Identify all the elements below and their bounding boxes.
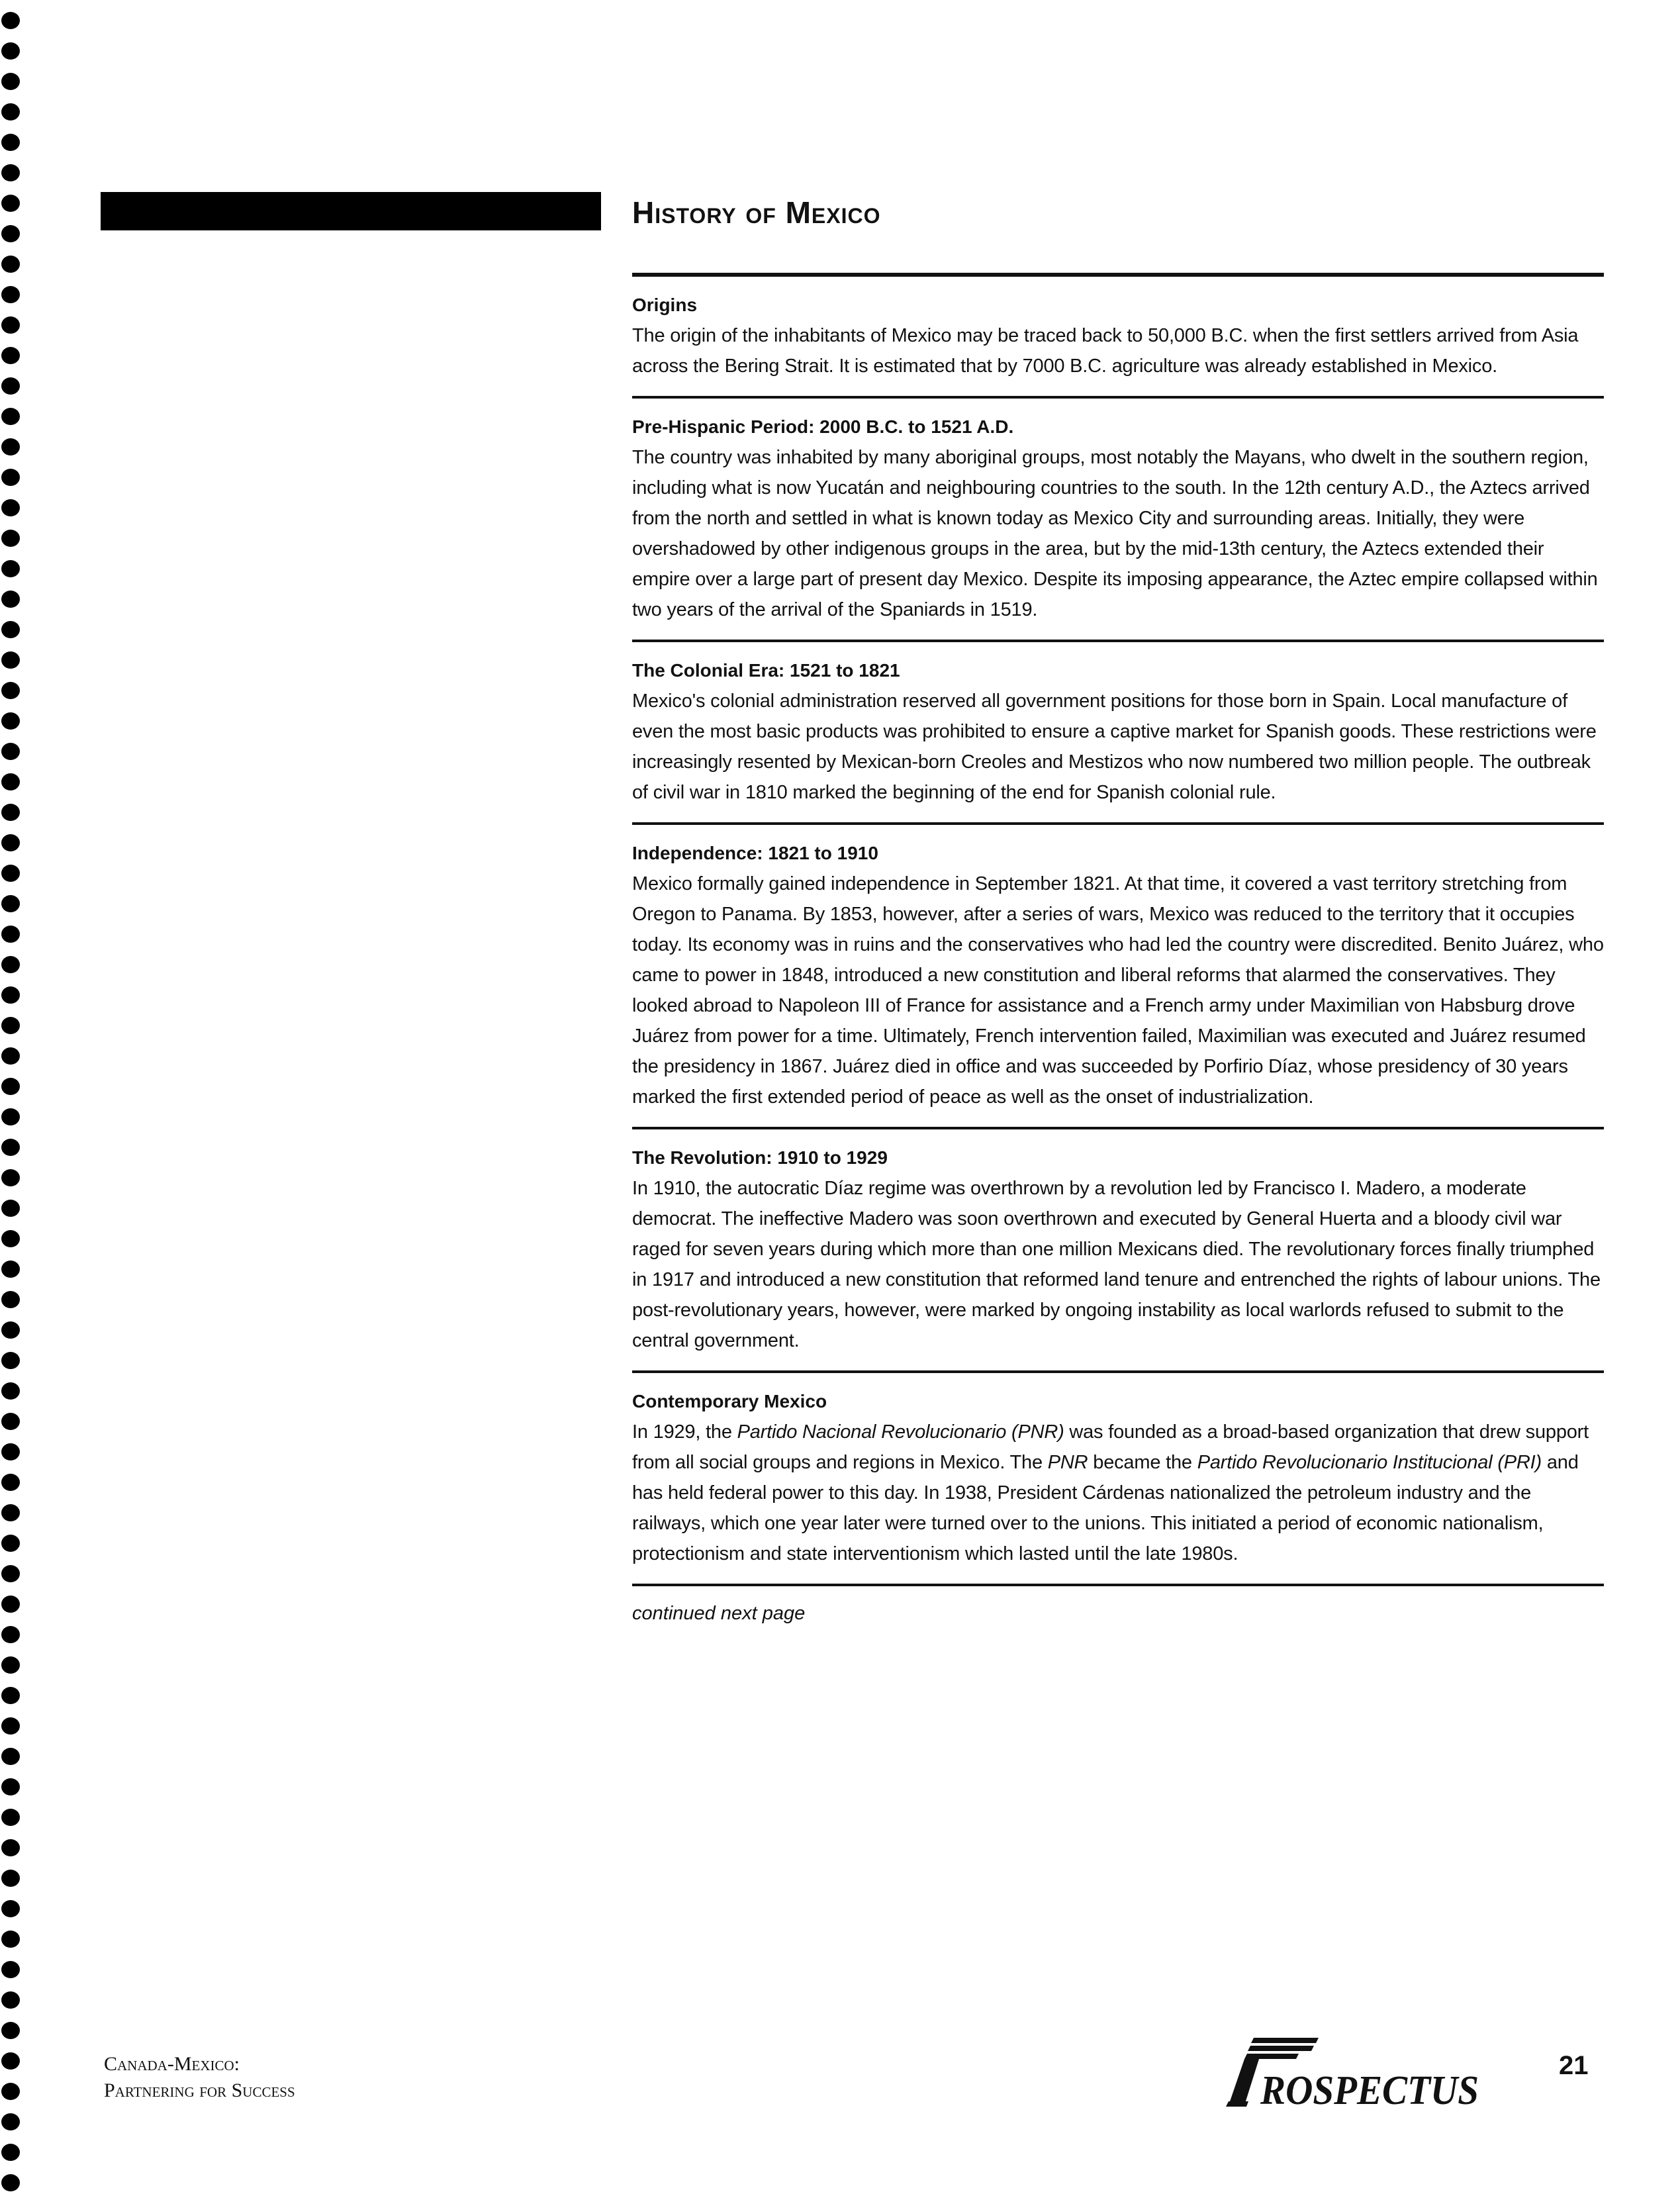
binding-ring — [1, 1565, 20, 1582]
binding-ring — [1, 1596, 20, 1613]
prospectus-logo — [1219, 2032, 1491, 2112]
binding-ring — [1, 1078, 20, 1095]
section-heading: The Colonial Era: 1521 to 1821 — [632, 660, 900, 681]
binding-ring — [1, 1717, 20, 1735]
binding-ring — [1, 1352, 20, 1369]
binding-ring — [1, 712, 20, 730]
section-body: The country was inhabited by many aboriginal groups, most notably the Mayans, who dwelt in the southern region, including what is now Yucatán and neighbouring countries to the south. In the 12th century A.D., the Aztecs arrived from the north and settled in what is known today as Mexico City and surrounding areas. Initially, they were overshadowed by other indigenous groups in the area, but by the mid-13th century, the Aztecs extended their empire over a large part of present day Mexico. Despite its imposing appearance, the Aztec empire collapsed within two years of the arrival of the Spaniards in 1519. — [632, 447, 1598, 620]
binding-ring — [1, 1382, 20, 1400]
binding-ring — [1, 1687, 20, 1704]
body-text: became the — [1088, 1452, 1197, 1473]
binding-ring — [1, 1321, 20, 1339]
section-body: Mexico's colonial administration reserved all government positions for those born in Spain. Local manufacture of even the most basic products was prohibited to ensure a captive market for Spanish goods. These restrictions were increasingly resented by Mexican-born Creoles and Mestizos who now numbered two million people. The outbreak of civil war in 1810 marked the beginning of the end for Spanish colonial rule. — [632, 691, 1597, 803]
binding-ring — [1, 1900, 20, 1917]
binding-ring — [1, 956, 20, 973]
section-body: In 1910, the autocratic Díaz regime was overthrown by a revolution led by Francisco I. Madero, a moderate democrat. The ineffective Madero was soon overthrown and executed by General Huerta and a bloody civil war raged for seven years during which more than one million Mexicans died. The revolutionary forces finally triumphed in 1917 and introduced a new constitution that reformed land tenure and entrenched the rights of labour unions. The post-revolutionary years, however, were marked by ongoing instability as local warlords refused to submit to the central government. — [632, 1178, 1601, 1351]
binding-ring — [1, 1261, 20, 1278]
binding-ring — [1, 1961, 20, 1978]
binding-ring — [1, 1991, 20, 2009]
binding-ring — [1, 1504, 20, 1521]
binding-ring — [1, 286, 20, 303]
binding-ring — [1, 1870, 20, 1887]
binding-ring — [1, 682, 20, 699]
binding-ring — [1, 469, 20, 486]
spiral-binding — [0, 0, 26, 2196]
binding-ring — [1, 1108, 20, 1125]
binding-ring — [1, 1017, 20, 1034]
binding-ring — [1, 804, 20, 821]
party-abbr: PNR — [1047, 1452, 1088, 1473]
binding-ring — [1, 1535, 20, 1552]
binding-ring — [1, 591, 20, 608]
binding-ring — [1, 1200, 20, 1217]
binding-ring — [1, 743, 20, 760]
binding-ring — [1, 2174, 20, 2191]
footer-publication — [104, 2051, 295, 2104]
binding-ring — [1, 621, 20, 638]
section-independence — [632, 822, 1604, 1127]
section-heading: The Revolution: 1910 to 1929 — [632, 1147, 888, 1168]
body-text: In 1929, the — [632, 1421, 737, 1443]
section-heading: Contemporary Mexico — [632, 1391, 827, 1411]
body-text: and has held federal power to this day. In 1938, President Cárdenas nationalized the petroleum industry and the railways, which one year later were turned over to the unions. This initiated a period of economic nationalism, protectionism and state interventionism which lasted until the late 1980s. — [632, 1452, 1579, 1564]
binding-ring — [1, 2052, 20, 2070]
section-colonial-era — [632, 640, 1604, 822]
binding-ring — [1, 986, 20, 1004]
section-heading: Origins — [632, 295, 698, 315]
continued-divider — [632, 1584, 1604, 1629]
section-revolution — [632, 1127, 1604, 1370]
binding-ring — [1, 1656, 20, 1674]
binding-ring — [1, 195, 20, 212]
binding-ring — [1, 347, 20, 364]
binding-ring — [1, 773, 20, 790]
binding-ring — [1, 438, 20, 455]
binding-ring — [1, 1748, 20, 1765]
footer-line-1: Canada-Mexico: — [104, 2053, 240, 2075]
section-heading: Pre-Hispanic Period: 2000 B.C. to 1521 A.D. — [632, 416, 1014, 437]
binding-ring — [1, 560, 20, 577]
binding-ring — [1, 1809, 20, 1826]
binding-ring — [1, 1931, 20, 1948]
section-body — [632, 1417, 1604, 1569]
binding-ring — [1, 2022, 20, 2039]
binding-ring — [1, 834, 20, 851]
page-number: 21 — [1559, 2051, 1589, 2080]
binding-ring — [1, 377, 20, 395]
binding-ring — [1, 1230, 20, 1247]
binding-ring — [1, 1839, 20, 1856]
binding-ring — [1, 2083, 20, 2100]
binding-ring — [1, 2113, 20, 2130]
binding-ring — [1, 1443, 20, 1460]
binding-ring — [1, 1626, 20, 1643]
section-heading: Independence: 1821 to 1910 — [632, 843, 878, 863]
section-origins — [632, 273, 1604, 396]
binding-ring — [1, 316, 20, 334]
binding-ring — [1, 865, 20, 882]
svg-text:ROSPECTUS: ROSPECTUS — [1260, 2068, 1479, 2112]
header-bar — [101, 192, 601, 230]
binding-ring — [1, 225, 20, 242]
binding-ring — [1, 2144, 20, 2161]
binding-ring — [1, 926, 20, 943]
binding-ring — [1, 1474, 20, 1491]
section-pre-hispanic — [632, 396, 1604, 640]
binding-ring — [1, 895, 20, 912]
binding-ring — [1, 1169, 20, 1186]
section-body: Mexico formally gained independence in September 1821. At that time, it covered a vast territory stretching from Oregon to Panama. By 1853, however, after a series of wars, Mexico was reduced to the territory that it occupies today. Its economy was in ruins and the conservatives who had led the country were discredited. Benito Juárez, who came to power in 1848, introduced a new constitution and liberal reforms that alarmed the conservatives. They looked abroad to Napoleon III of France for assistance and a French army under Maximilian von Habsburg drove Juárez from power for a time. Ultimately, French intervention failed, Maximilian was executed and Juárez resumed the presidency in 1867. Juárez died in office and was succeeded by Porfirio Díaz, whose presidency of 30 years marked the first extended period of peace as well as the onset of industrialization. — [632, 873, 1604, 1108]
binding-ring — [1, 134, 20, 151]
footer-line-2: Partnering for Success — [104, 2079, 295, 2101]
binding-ring — [1, 1413, 20, 1430]
section-body: The origin of the inhabitants of Mexico may be traced back to 50,000 B.C. when the first settlers arrived from Asia across the Bering Strait. It is estimated that by 7000 B.C. agriculture was already established in Mexico. — [632, 325, 1579, 377]
continued-note: continued next page — [632, 1603, 806, 1624]
party-name: Partido Revolucionario Institucional (PRI) — [1197, 1452, 1542, 1473]
binding-ring — [1, 499, 20, 516]
binding-ring — [1, 256, 20, 273]
party-name: Partido Nacional Revolucionario (PNR) — [737, 1421, 1064, 1443]
binding-ring — [1, 651, 20, 669]
binding-ring — [1, 1047, 20, 1065]
binding-ring — [1, 12, 20, 29]
binding-ring — [1, 1139, 20, 1156]
binding-ring — [1, 73, 20, 90]
binding-ring — [1, 1291, 20, 1308]
binding-ring — [1, 164, 20, 181]
binding-ring — [1, 103, 20, 120]
binding-ring — [1, 530, 20, 547]
binding-ring — [1, 42, 20, 60]
binding-ring — [1, 408, 20, 425]
binding-ring — [1, 1778, 20, 1795]
main-content — [632, 273, 1604, 1629]
body-text: was founded as a broad-based organization that drew support from all social groups and regions in Mexico. The — [632, 1421, 1589, 1473]
page-title: History of Mexico — [632, 195, 881, 230]
section-contemporary — [632, 1370, 1604, 1584]
